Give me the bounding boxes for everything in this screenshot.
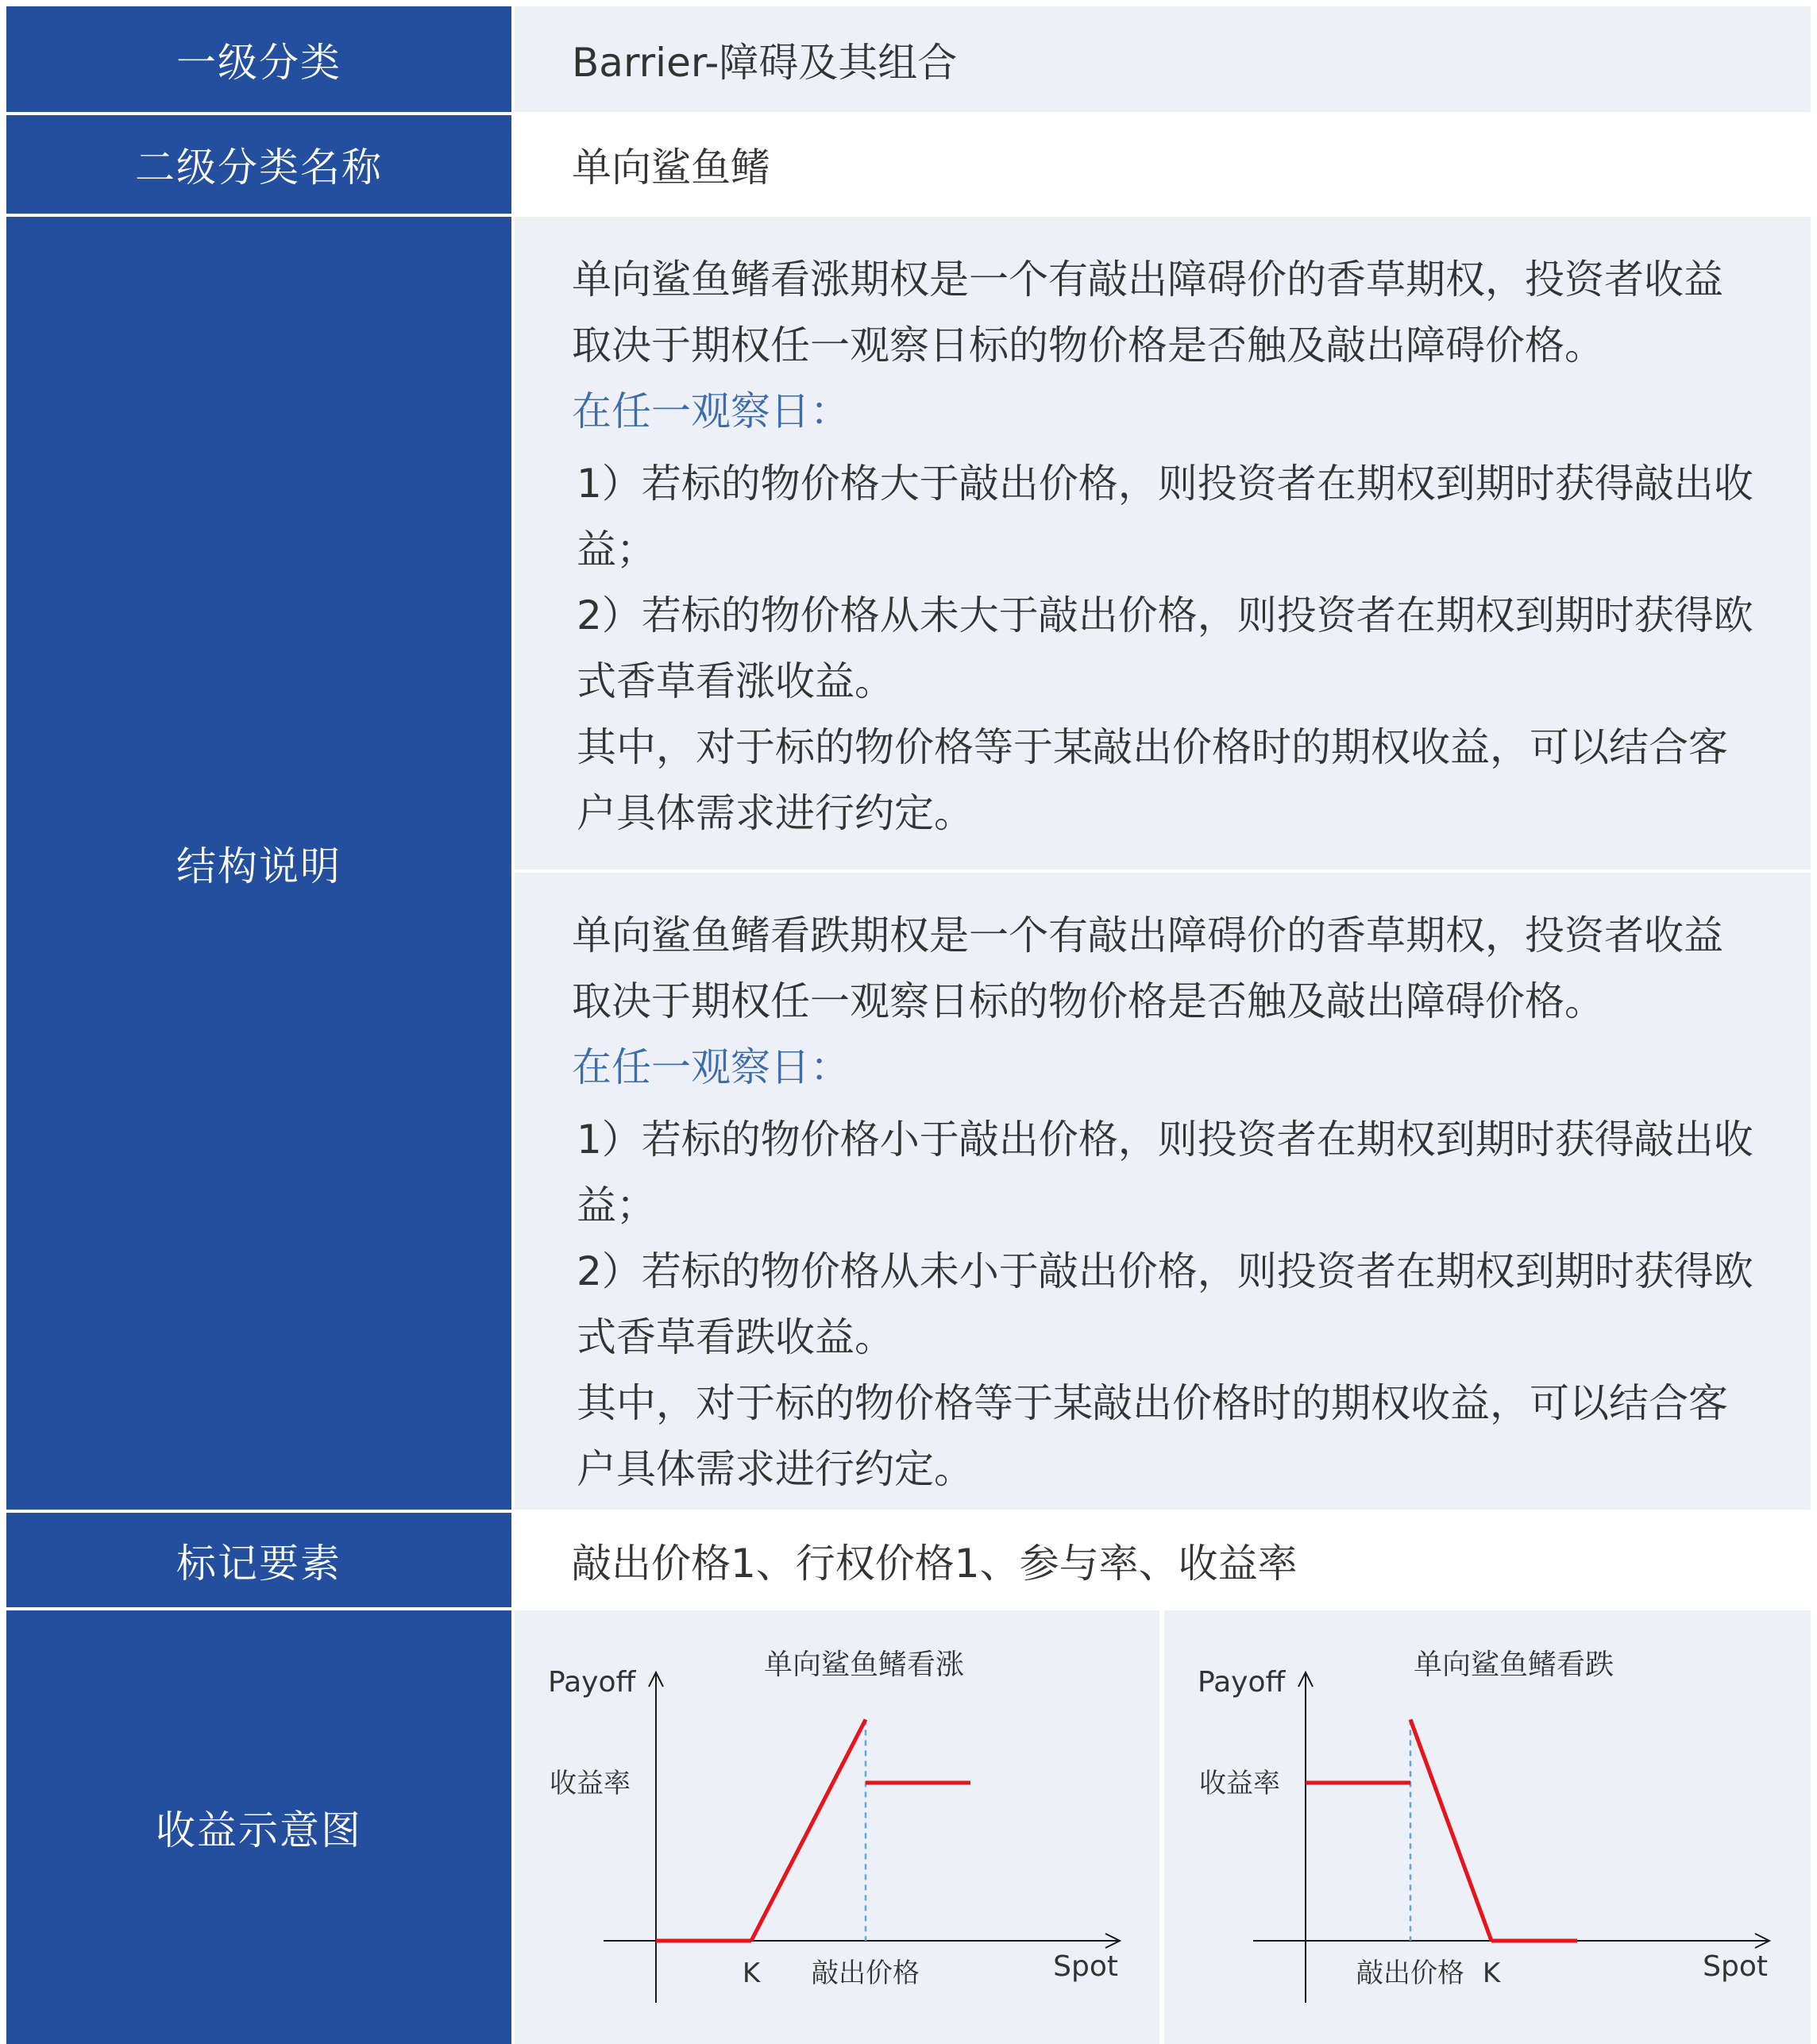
row-structure-header (6, 217, 511, 1510)
x-tick-label-barrier: 敲出价格 (812, 1957, 920, 1989)
x-tick-label-strike: K (742, 1957, 761, 1989)
elements-label: 标记要素 (176, 1540, 341, 1587)
elements-value: 敲出价格1、行权价格1、参与率、收益率 (572, 1540, 1298, 1587)
payoff-chart-call (515, 1610, 1159, 2044)
row-category2-value-cell (515, 115, 1811, 214)
row-elements-value-cell (515, 1513, 1811, 1607)
row-category2-header (6, 115, 511, 214)
put-observe-heading: 在任一观察日： (572, 1044, 850, 1090)
put-note: 其中，对于标的物价格等于某敲出价格时的期权收益，可以结合客户具体需求进行约定。 (577, 1380, 1728, 1492)
call-observe-heading: 在任一观察日： (572, 388, 850, 434)
structure-put-description (515, 873, 1811, 1510)
row-elements-header (6, 1513, 511, 1607)
call-note: 其中，对于标的物价格等于某敲出价格时的期权收益，可以结合客户具体需求进行约定。 (577, 724, 1728, 836)
call-intro: 单向鲨鱼鳍看涨期权是一个有敲出障碍价的香草期权，投资者收益取决于期权任一观察日标的物价格是否触及敲出障碍价格。 (572, 256, 1723, 368)
payoff-chart-call-panel (515, 1610, 1159, 2044)
payoff-line-segment (1410, 1719, 1491, 1941)
y-tick-label: 收益率 (1199, 1768, 1280, 1799)
y-axis-label: Payoff (548, 1666, 636, 1699)
put-item-2: 2）若标的物价格从未小于敲出价格，则投资者在期权到期时获得欧式香草看跌收益。 (577, 1248, 1753, 1360)
x-axis-label: Spot (1703, 1950, 1768, 1983)
x-axis-label: Spot (1053, 1950, 1118, 1983)
category2-label: 二级分类名称 (135, 145, 383, 191)
row-category1-header (6, 6, 511, 112)
x-tick-label-barrier: 敲出价格 (1356, 1957, 1464, 1989)
category1-label: 一级分类 (176, 39, 341, 86)
structure-label: 结构说明 (176, 843, 341, 889)
category2-value: 单向鲨鱼鳍 (572, 145, 770, 191)
y-tick-label: 收益率 (550, 1768, 631, 1799)
category1-value: Barrier-障碍及其组合 (572, 39, 958, 86)
y-axis-label: Payoff (1198, 1666, 1286, 1699)
row-category1-value-cell (515, 6, 1811, 112)
chart-title: 单向鲨鱼鳍看跌 (1413, 1649, 1614, 1681)
call-item-2: 2）若标的物价格从未大于敲出价格，则投资者在期权到期时获得欧式香草看涨收益。 (577, 592, 1753, 704)
payoff-chart-put-panel (1164, 1610, 1811, 2044)
payoff-chart-put (1164, 1610, 1811, 2044)
call-item-1: 1）若标的物价格大于敲出价格，则投资者在期权到期时获得敲出收益； (577, 461, 1753, 573)
put-item-1: 1）若标的物价格小于敲出价格，则投资者在期权到期时获得敲出收益； (577, 1116, 1753, 1228)
payoff-label: 收益示意图 (156, 1807, 362, 1853)
chart-title: 单向鲨鱼鳍看涨 (763, 1649, 965, 1681)
row-payoff-header (6, 1610, 511, 2044)
payoff-line-segment (751, 1719, 866, 1941)
structure-call-description (515, 217, 1811, 870)
x-tick-label-strike: K (1482, 1957, 1501, 1989)
put-intro: 单向鲨鱼鳍看跌期权是一个有敲出障碍价的香草期权，投资者收益取决于期权任一观察日标的物价格是否触及敲出障碍价格。 (572, 912, 1723, 1024)
